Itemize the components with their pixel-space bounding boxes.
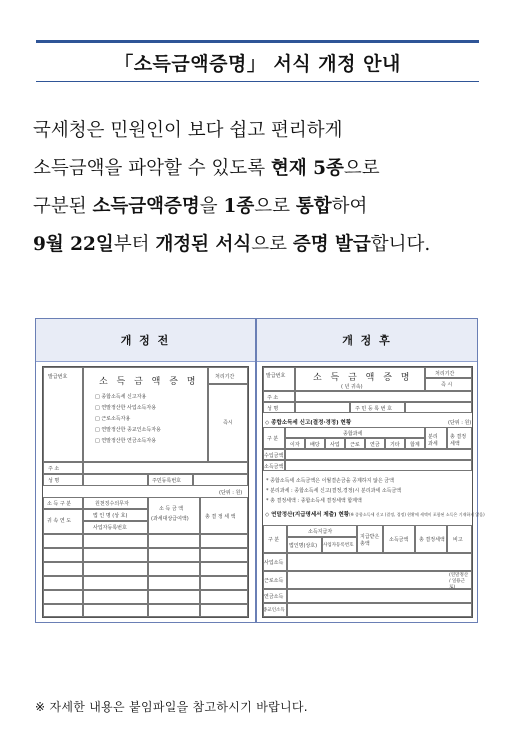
intro-emphasis: 통합	[295, 196, 332, 217]
intro-line-2	[33, 150, 493, 188]
cell	[193, 474, 248, 486]
intro-line-3	[33, 188, 493, 226]
intro-emphasis: 1종	[223, 196, 255, 217]
remark-note: (연말정산 / 일용근로)	[449, 573, 469, 590]
col-type-label: 구 분	[268, 537, 280, 543]
cell	[43, 367, 83, 462]
after-form	[262, 366, 485, 618]
address-label: 주 소	[267, 395, 279, 401]
income-type-label: 소 득 구 분	[47, 501, 72, 507]
form-title: 소 득 금 액 증 명	[99, 377, 199, 387]
unit-label: (단위 : 원)	[219, 490, 243, 496]
page-title: 「소득금액증명」 서식 개정 안내	[114, 53, 401, 75]
intro-text: 국세청은 민원인이 보다 쉽고 편리하게	[33, 120, 343, 141]
address-label: 주 소	[48, 466, 60, 472]
cell	[83, 576, 148, 590]
cell	[83, 534, 148, 548]
cell	[43, 548, 83, 562]
intro-line-1	[33, 112, 493, 150]
col-type-label: 구 분	[267, 436, 279, 442]
before-panel-header: 개 정 전	[36, 319, 255, 362]
cell	[200, 562, 248, 576]
cell	[83, 474, 148, 486]
row-label: 근로소득	[264, 578, 284, 584]
intro-text: 으로	[254, 196, 296, 217]
cell	[295, 402, 350, 413]
payer-label: 원천징수의무자	[95, 501, 129, 507]
option-item: □ 연말정산한 연금소득자용	[95, 438, 157, 444]
col-tax-label: 총 결정세액	[450, 434, 467, 447]
intro-text: 합니다.	[370, 234, 431, 255]
option-item: □ 연말정산한 사업소득자용	[95, 405, 157, 411]
cell	[200, 590, 248, 604]
option-item: □ 연말정산한 종교인소득자용	[95, 427, 161, 433]
cell	[83, 562, 148, 576]
cell	[43, 604, 83, 617]
corp-name-label: 법 인 명 (상 호)	[93, 513, 128, 519]
title-bottom-rule	[36, 81, 479, 82]
after-panel-header: 개 정 후	[257, 319, 477, 362]
intro-emphasis: 소득금액증명	[92, 196, 200, 217]
option-item: □ 종합소득세 신고자용	[95, 394, 147, 400]
cell	[287, 553, 472, 571]
col-tax2-label: 총 결정세액	[419, 537, 445, 543]
resident-no-label: 주 민 등 록 번 호	[355, 406, 392, 412]
cell	[200, 534, 248, 548]
period-label: 처리기간	[215, 374, 235, 380]
cell	[200, 576, 248, 590]
panel-divider	[255, 319, 257, 622]
intro-emphasis: 증명 발급	[292, 234, 371, 255]
section-note: (※ 종합소득세 신고 (결정, 경정) 현황에 세액이 포함된 소득은 기재하지 않음)	[349, 512, 485, 517]
col-header: 근로	[350, 442, 360, 448]
cell	[148, 562, 200, 576]
row-label: 사업소득	[264, 560, 284, 566]
cell	[83, 604, 148, 617]
col-header: 연금	[370, 442, 380, 448]
cell	[287, 571, 472, 589]
income-amount-label: 소 득 금 액	[159, 506, 184, 512]
cell	[285, 460, 472, 471]
intro-emphasis: 개정된 서식	[155, 234, 252, 255]
name-label: 성 명	[267, 406, 279, 412]
cell	[148, 576, 200, 590]
col-total-label: 지급받은 총액	[360, 534, 380, 547]
cell	[200, 604, 248, 617]
cell	[83, 462, 248, 474]
biz-no-label: 사업자등록번호	[93, 525, 127, 531]
intro-text: 하여	[331, 196, 368, 217]
year-label: 귀 속 연 도	[47, 518, 72, 524]
tax-amount-label: 총 결 정 세 액	[205, 514, 236, 520]
col-name-label: 법인명(상호)	[289, 543, 318, 549]
issue-no-label: 발급번호	[48, 374, 68, 380]
cell	[200, 548, 248, 562]
section-heading-2: ◇ 연말정산(지급명세서 제출) 현황	[265, 512, 350, 518]
immediate-label: 즉 시	[441, 382, 453, 388]
cell	[148, 604, 200, 617]
col-header: 배당	[310, 442, 320, 448]
col-biz-label: 사업자등록번호	[323, 543, 354, 548]
col-payer-label: 소득지급자	[308, 529, 333, 535]
row-label: 소득금액	[264, 464, 284, 470]
cell	[405, 402, 472, 413]
intro-text: 을	[199, 196, 224, 217]
intro-emphasis: 9월 22일	[33, 234, 114, 255]
col-sep-label: 분리 과세	[428, 434, 438, 447]
form-title: 소 득 금 액 증 명	[313, 373, 413, 383]
intro-text: 부터	[113, 234, 156, 255]
cell	[43, 576, 83, 590]
cell	[43, 590, 83, 604]
note-line: * 총 결정세액 : 종합소득세 결정세액 합계액	[266, 498, 362, 504]
option-item: □ 근로소득자용	[95, 416, 131, 422]
cell	[148, 534, 200, 548]
cell	[285, 449, 472, 460]
row-label: 연금소득	[264, 594, 284, 600]
row-label: 종교인소득	[263, 608, 285, 613]
note-line: * 종합소득세 소득금액은 이월결손금을 공제하지 않은 금액	[266, 478, 394, 484]
col-income-label: 소득금액	[389, 537, 409, 543]
intro-text: 구분된	[33, 196, 93, 217]
col-header: 기타	[390, 442, 400, 448]
footnote: ※ 자세한 내용은 붙임파일을 참고하시기 바랍니다.	[35, 700, 308, 714]
immediate-label: 즉시	[223, 420, 233, 426]
intro-line-4	[33, 226, 493, 264]
title-box	[36, 40, 479, 82]
cell	[295, 391, 472, 402]
note-line: * 분리과세 : 종합소득세 신고(결정,경정)시 분리과세 소득금액	[266, 488, 402, 494]
name-label: 성 명	[48, 478, 60, 484]
cell	[287, 589, 472, 603]
col-header: 사업	[330, 442, 340, 448]
period-label: 처리기간	[435, 371, 455, 377]
col-header: 이자	[290, 442, 300, 448]
intro-text: 으로	[343, 158, 380, 179]
cell	[148, 548, 200, 562]
row-label: 수입금액	[264, 453, 284, 459]
section-heading-1: ◇ 종합소득세 신고(결정·경정) 현황	[265, 420, 352, 426]
form-subtitle: ( 년 귀속)	[341, 384, 363, 390]
intro-emphasis: 현재 5종	[270, 158, 344, 179]
cell	[287, 603, 472, 617]
before-after-figure	[35, 318, 485, 623]
cell	[43, 562, 83, 576]
unit-label: (단위 : 원)	[448, 420, 472, 426]
col-remark-label: 비고	[453, 537, 463, 543]
resident-no-label: 주민등록번호	[152, 478, 181, 484]
before-form	[42, 366, 249, 618]
tax-base-label: (과세대상급여액)	[151, 516, 189, 522]
cell	[83, 590, 148, 604]
cell	[43, 534, 83, 548]
col-group-label: 종합과세	[343, 431, 363, 437]
cell	[148, 590, 200, 604]
col-header: 합계	[410, 442, 420, 448]
cell	[263, 367, 295, 391]
intro-paragraph	[33, 112, 493, 264]
intro-text: 소득금액을 파악할 수 있도록	[33, 158, 271, 179]
cell	[83, 548, 148, 562]
issue-no-label: 발급번호	[266, 373, 286, 379]
intro-text: 으로	[251, 234, 293, 255]
